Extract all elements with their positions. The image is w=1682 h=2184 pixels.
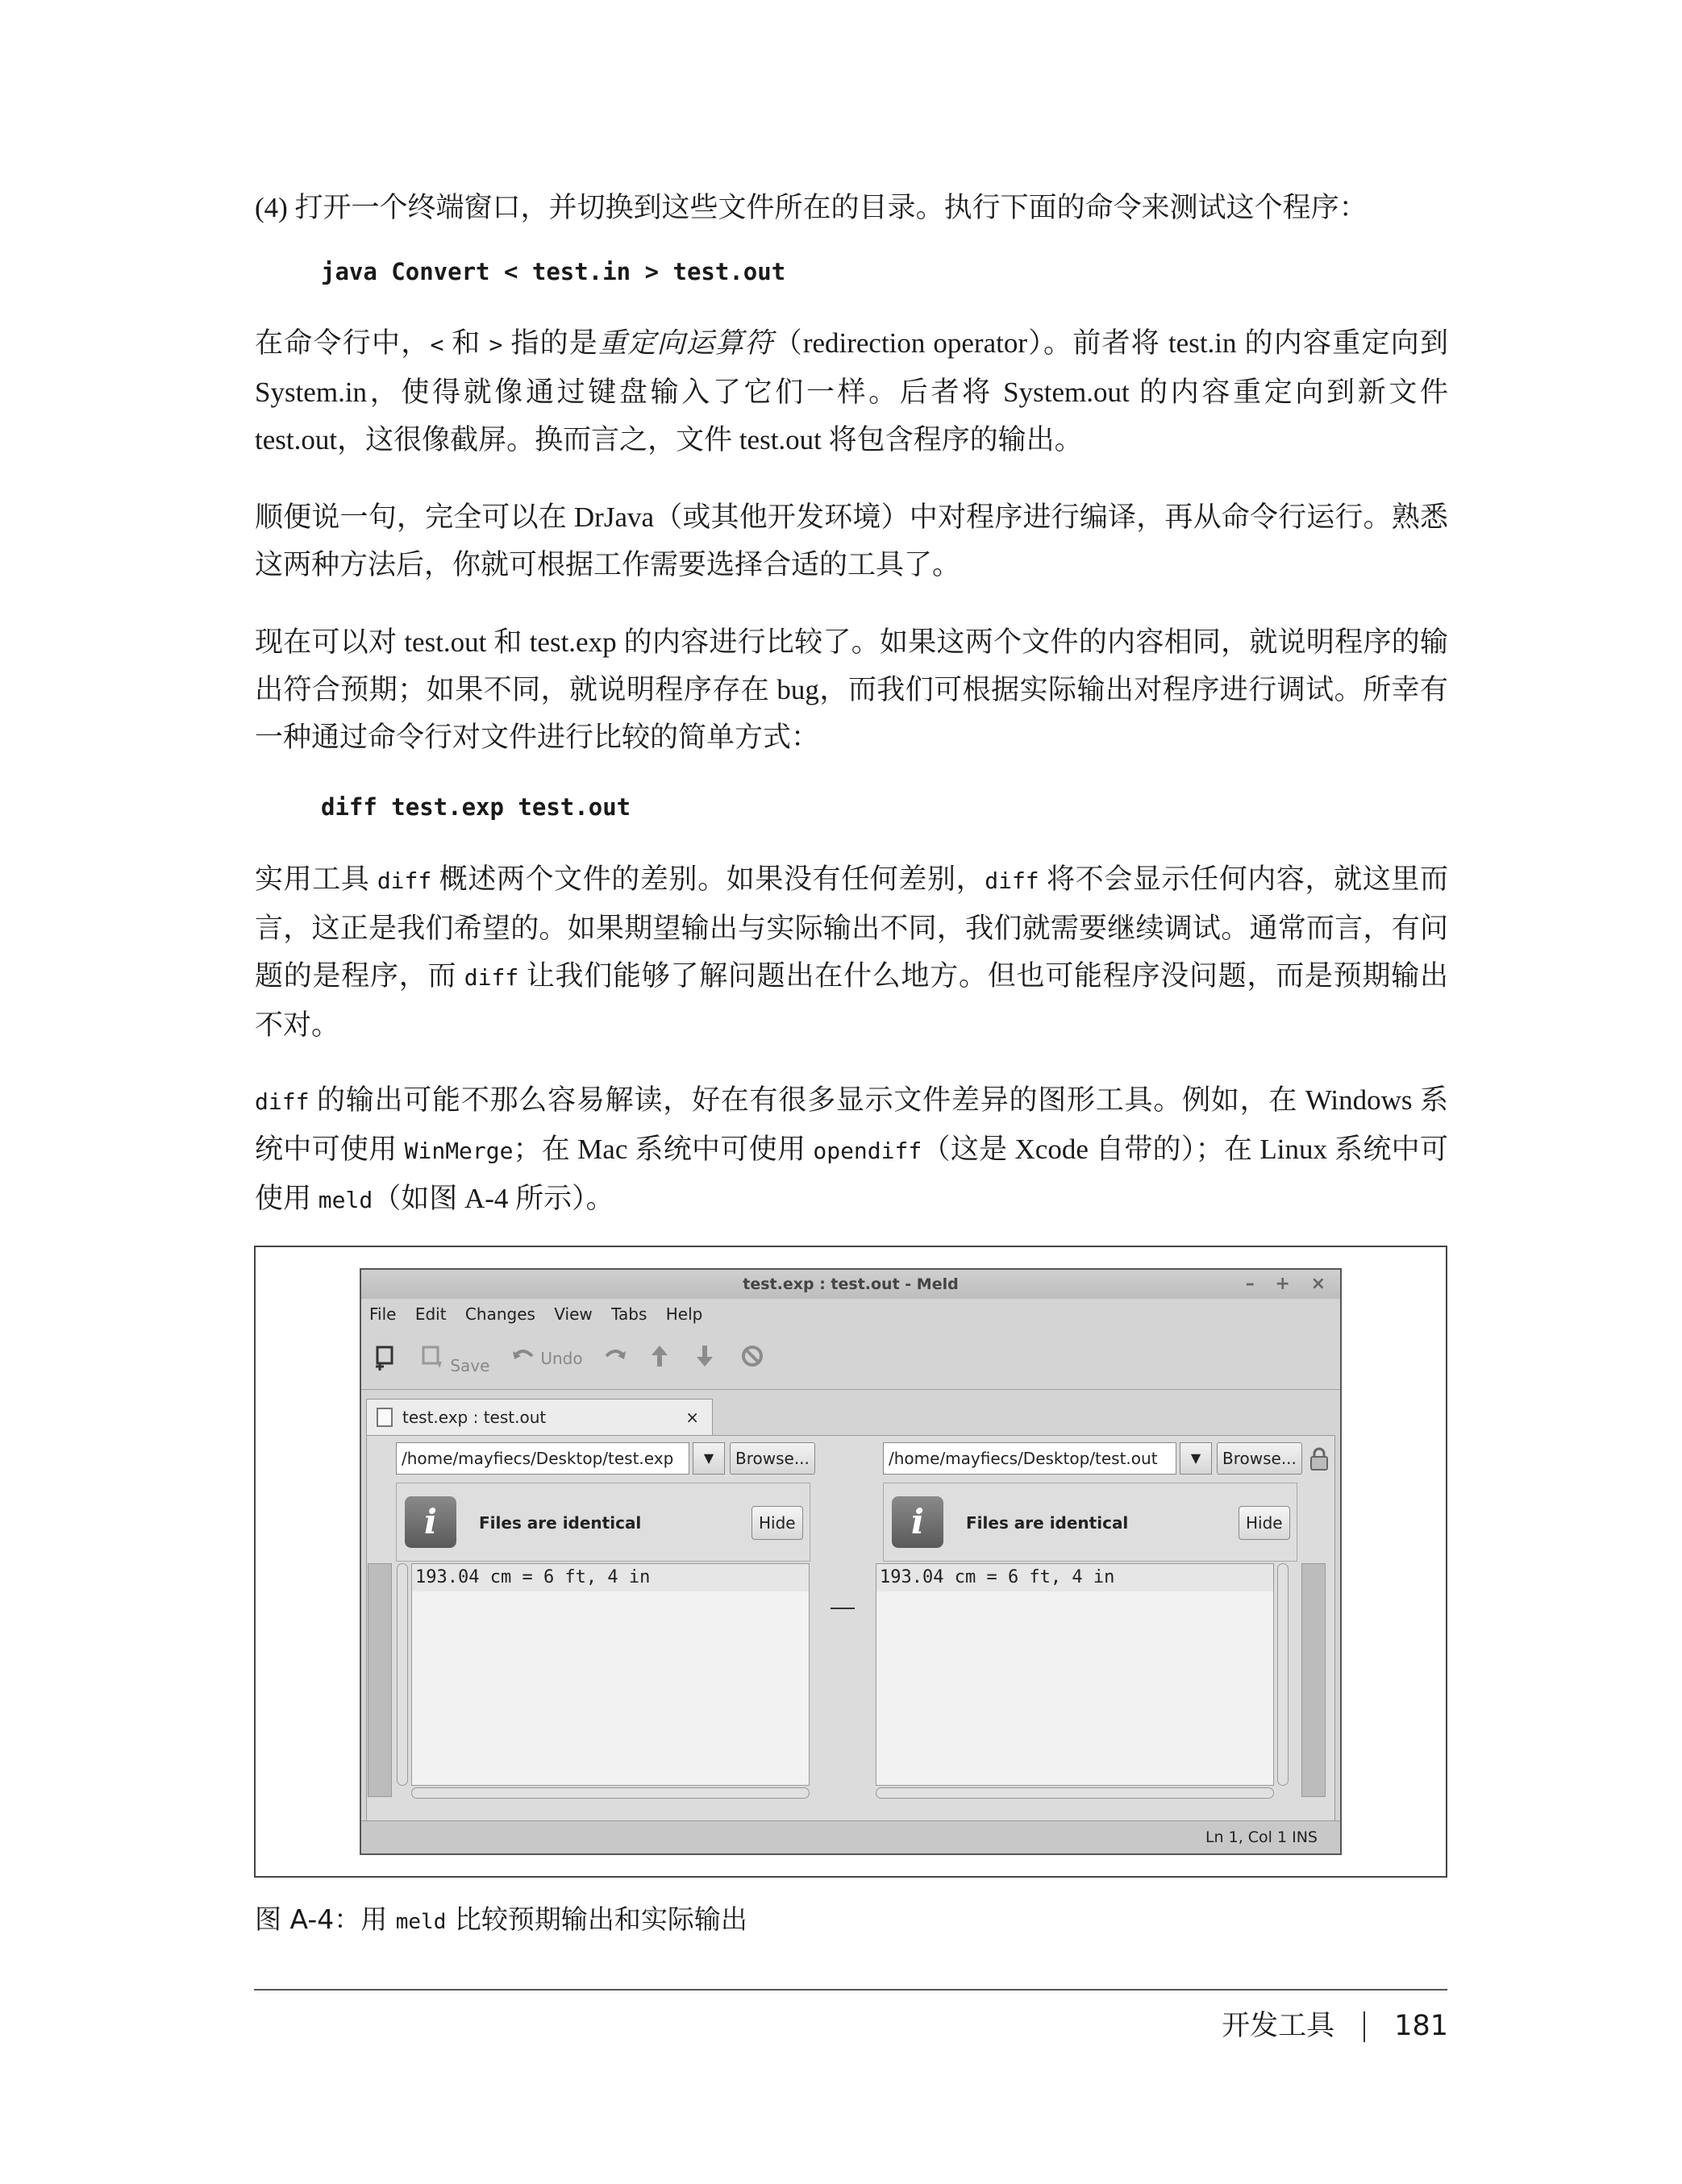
undo-button[interactable] [511, 1344, 583, 1373]
new-comparison-icon [373, 1344, 397, 1371]
new-comparison-button[interactable] [373, 1344, 397, 1373]
window-controls [1231, 1270, 1326, 1299]
right-horizontal-scrollbar[interactable] [876, 1787, 1274, 1799]
next-change-button[interactable] [695, 1344, 714, 1373]
footer-rule [254, 1989, 1447, 1991]
chevron-down-icon: ▼ [703, 1450, 714, 1466]
tab-close-button[interactable]: × [685, 1408, 699, 1427]
diff-link-map[interactable] [824, 1592, 861, 1624]
menu-changes[interactable]: Changes [464, 1304, 535, 1324]
arrow-up-icon [650, 1344, 669, 1368]
right-infobar [883, 1483, 1297, 1562]
paragraph-redirection: 在命令行中，< 和 > 指的是重定向运算符（redirection operator）。前者将 test.in 的内容重定向到 System.in，使得就像通过键盘输入了它们一样。后者将 System.out 的内容重定向到新文件 test.out，这很像截屏。换而言之，文件 test.out 将包含程序的输出。 [255, 327, 1448, 456]
toolbar [361, 1328, 1340, 1390]
minimize-button[interactable]: – [1245, 1274, 1255, 1294]
right-editor[interactable] [876, 1563, 1274, 1786]
left-path-dropdown[interactable] [693, 1442, 725, 1475]
right-vertical-scrollbar[interactable] [1277, 1563, 1289, 1786]
footer-separator [1364, 2011, 1365, 2042]
stop-button[interactable] [740, 1344, 764, 1373]
menu-help[interactable]: Help [665, 1304, 703, 1324]
arrow-down-icon [695, 1344, 714, 1368]
page-number: 181 [1394, 2010, 1448, 2042]
paragraph-graphical-tools: diff 的输出可能不那么容易解读，好在有很多显示文件差异的图形工具。例如，在 Windows 系统中可使用 WinMerge；在 Mac 系统中可使用 opendiff（这是 Xcode 自带的）；在 Linux 系统中可使用 meld（如图 A-4 所示）。 [255, 1084, 1448, 1214]
page-footer [1222, 2003, 1448, 2044]
right-info-message: Files are identical [966, 1513, 1129, 1533]
left-overview-gutter[interactable] [368, 1563, 392, 1797]
menu-tabs[interactable]: Tabs [611, 1304, 647, 1324]
document-icon [377, 1408, 393, 1427]
window-titlebar[interactable] [361, 1270, 1340, 1299]
maximize-button[interactable]: + [1275, 1274, 1290, 1294]
meld-window [360, 1268, 1342, 1855]
right-path-dropdown[interactable] [1180, 1442, 1212, 1475]
paragraph-drjava: 顺便说一句，完全可以在 DrJava（或其他开发环境）中对程序进行编译，再从命令行运行。熟悉这两种方法后，你就可根据工作需要选择合适的工具了。 [255, 501, 1448, 580]
right-editor-line-1: 193.04 cm = 6 ft, 4 in [876, 1564, 1273, 1591]
tab-label: test.exp : test.out [402, 1408, 547, 1427]
chevron-down-icon: ▼ [1190, 1450, 1201, 1466]
right-browse-button[interactable]: Browse... [1217, 1442, 1302, 1475]
right-hide-button[interactable]: Hide [1239, 1506, 1290, 1540]
stop-icon [740, 1344, 764, 1368]
menubar [369, 1300, 716, 1328]
figure-caption: 图 A-4：用 meld 比较预期输出和实际输出 [255, 1903, 747, 1935]
left-hide-button[interactable]: Hide [751, 1506, 803, 1540]
info-icon: i [405, 1496, 456, 1548]
paragraph-diff-utility: 实用工具 diff 概述两个文件的差别。如果没有任何差别，diff 将不会显示任何内容，就这里而言，这正是我们希望的。如果期望输出与实际输出不同，我们就需要继续调试。通常而言，有问题的是程序，而 diff 让我们能够了解问题出在什么地方。但也可能程序没问题，而是预期输出不对。 [255, 863, 1448, 1041]
redo-button[interactable] [603, 1344, 627, 1373]
paragraph-compare: 现在可以对 test.out 和 test.exp 的内容进行比较了。如果这两个文件的内容相同，就说明程序的输出符合预期；如果不同，就说明程序存在 bug，而我们可根据实际输出对程序进行调试。所幸有一种通过命令行对文件进行比较的简单方式： [255, 626, 1448, 753]
cursor-status: Ln 1, Col 1 INS [1205, 1828, 1318, 1846]
left-horizontal-scrollbar[interactable] [411, 1787, 810, 1799]
statusbar [361, 1820, 1340, 1853]
left-editor-line-1: 193.04 cm = 6 ft, 4 in [412, 1564, 809, 1591]
save-icon [421, 1344, 445, 1371]
close-window-button[interactable]: × [1310, 1274, 1326, 1294]
footer-section-title: 开发工具 [1222, 2010, 1335, 2042]
lock-icon[interactable] [1309, 1447, 1330, 1471]
menu-view[interactable]: View [554, 1304, 593, 1324]
code-diff-command: diff test.exp test.out [321, 793, 631, 821]
left-path-field[interactable]: /home/mayfiecs/Desktop/test.exp [396, 1442, 689, 1475]
paragraph-step-4: (4) 打开一个终端窗口，并切换到这些文件所在的目录。执行下面的命令来测试这个程序： [255, 192, 1368, 223]
tab-comparison[interactable] [366, 1399, 713, 1436]
undo-icon [511, 1345, 535, 1364]
left-editor[interactable] [411, 1563, 810, 1786]
previous-change-button[interactable] [650, 1344, 669, 1373]
redo-icon [603, 1345, 627, 1364]
save-button[interactable] [421, 1344, 489, 1373]
left-vertical-scrollbar[interactable] [397, 1563, 408, 1786]
save-label: Save [450, 1356, 490, 1375]
left-info-message: Files are identical [479, 1513, 642, 1533]
left-infobar [396, 1483, 810, 1562]
right-path-field[interactable]: /home/mayfiecs/Desktop/test.out [883, 1442, 1176, 1475]
right-overview-gutter[interactable] [1301, 1563, 1326, 1797]
left-browse-button[interactable]: Browse... [730, 1442, 815, 1475]
term-redirection-operator: 重定向运算符 [598, 327, 774, 360]
code-run-command: java Convert < test.in > test.out [321, 258, 786, 285]
info-icon: i [892, 1496, 943, 1548]
menu-file[interactable]: File [369, 1304, 397, 1324]
window-title: test.exp : test.out - Meld [743, 1275, 959, 1293]
undo-label: Undo [540, 1349, 583, 1368]
menu-edit[interactable]: Edit [414, 1304, 447, 1324]
